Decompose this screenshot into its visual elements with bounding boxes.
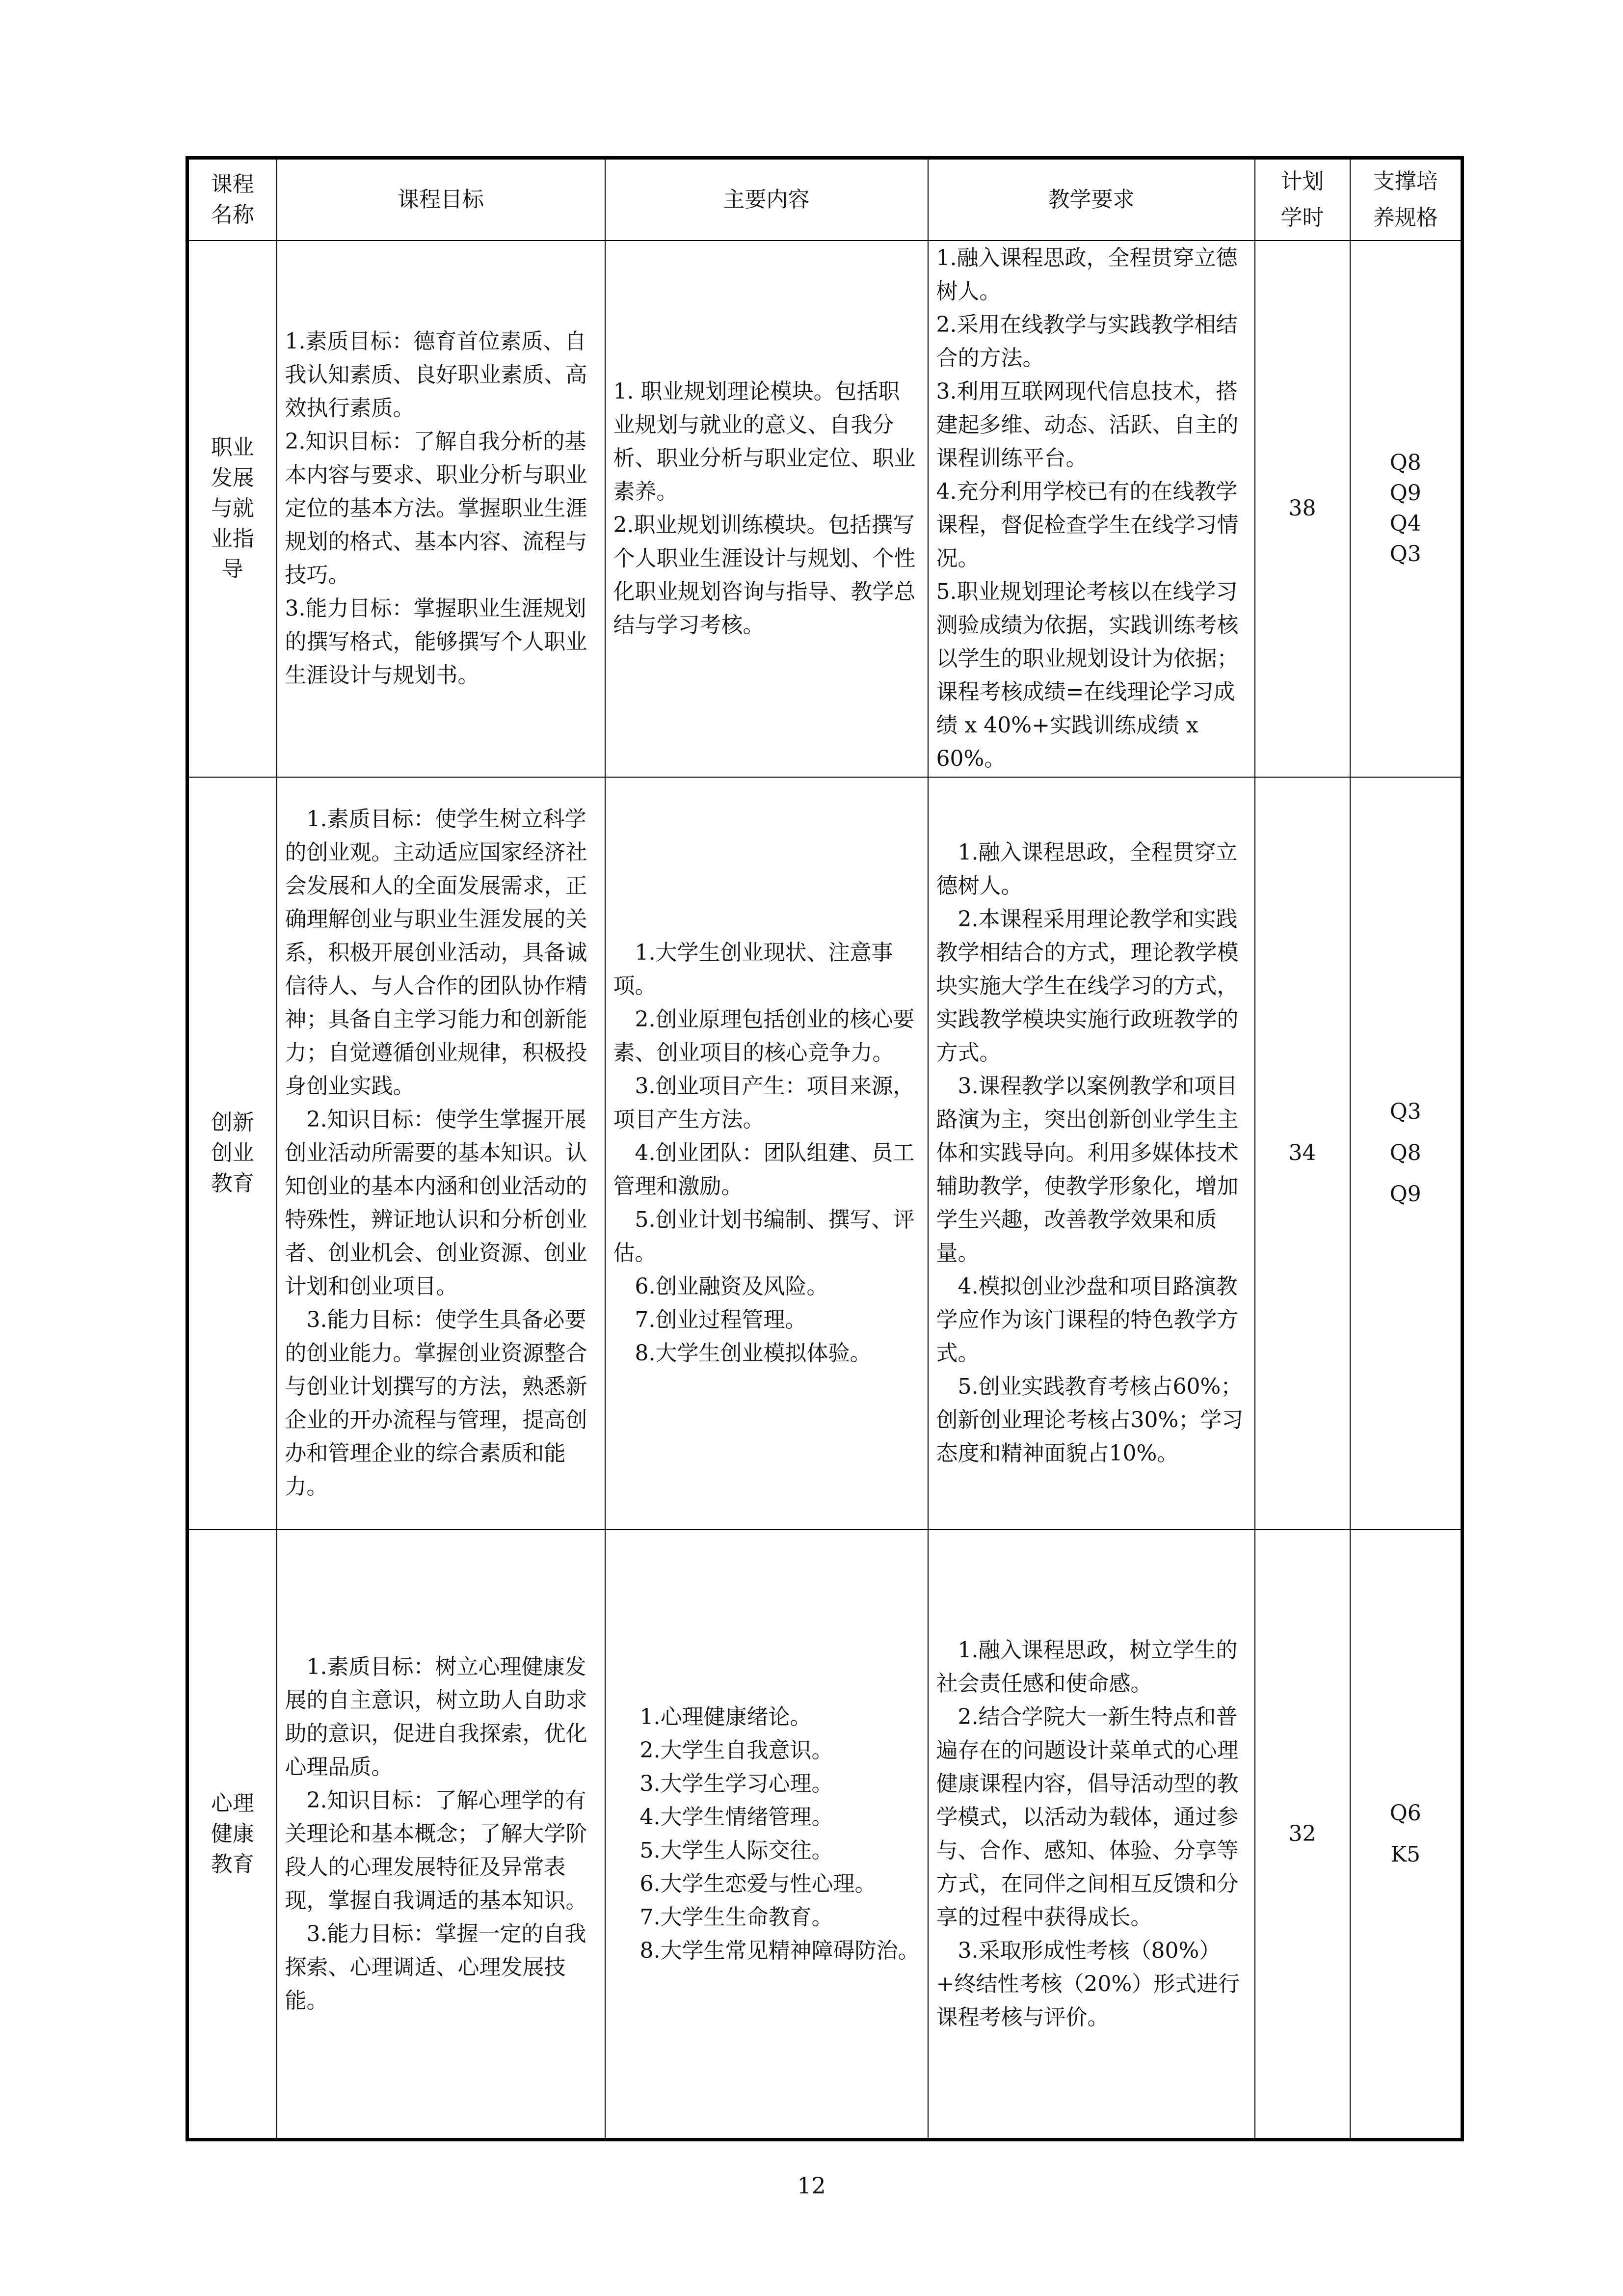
content-item: 3.创业项目产生：项目来源，项目产生方法。 xyxy=(613,1074,915,1133)
goal-item: 1.素质目标：树立心理健康发展的自主意识，树立助人自助求助的意识，促进自我探索，优化心理品质。 xyxy=(285,1654,587,1780)
header-content: 主要内容 xyxy=(605,158,928,241)
content-cell xyxy=(605,777,928,1530)
header-course-name: 课程 名称 xyxy=(187,158,277,241)
course-name-line: 健康 xyxy=(211,1821,254,1846)
hours-cell: 32 xyxy=(1255,1530,1350,2140)
requirement-item: 4.充分利用学校已有的在线教学课程，督促检查学生在线学习情况。 xyxy=(936,479,1239,571)
hours-cell: 34 xyxy=(1255,777,1350,1530)
goal-item: 2.知识目标：了解自我分析的基本内容与要求、职业分析与职业定位的基本方法。掌握职业生涯规划的格式、基本内容、流程与技巧。 xyxy=(285,429,587,588)
requirement-item: 5.创业实践教育考核占60%；创新创业理论考核占30%；学习态度和精神面貌占10%。 xyxy=(936,1374,1244,1466)
goal-item: 1.素质目标：使学生树立科学的创业观。主动适应国家经济社会发展和人的全面发展需求，正确理解创业与职业生涯发展的关系，积极开展创业活动，具备诚信待人、与人合作的团队协作精神；具备自主学习能力和创新能力；自觉遵循创业规律，积极投身创业实践。 xyxy=(285,807,587,1099)
hours-cell: 38 xyxy=(1255,241,1350,777)
requirement-item: 4.模拟创业沙盘和项目路演教学应作为该门课程的特色教学方式。 xyxy=(936,1274,1239,1366)
spec-tag: Q9 xyxy=(1389,1182,1421,1207)
goal-item: 2.知识目标：使学生掌握开展创业活动所需要的基本知识。认知创业的基本内涵和创业活动的特殊性，辨证地认识和分析创业者、创业机会、创业资源、创业计划和创业项目。 xyxy=(285,1107,587,1299)
header-requirements: 教学要求 xyxy=(928,158,1255,241)
content-item: 7.大学生生命教育。 xyxy=(639,1904,833,1930)
course-name-line: 心理 xyxy=(211,1790,254,1816)
goal-item: 3.能力目标：掌握一定的自我探索、心理调适、心理发展技能。 xyxy=(285,1921,586,2013)
table-header-row xyxy=(187,158,1463,241)
course-name-line: 创业 xyxy=(211,1140,254,1166)
table-row xyxy=(187,1530,1463,2140)
header-hours: 计划 学时 xyxy=(1255,158,1350,241)
requirement-item: 3.利用互联网现代信息技术，搭建起多维、动态、活跃、自主的课程训练平台。 xyxy=(936,379,1239,471)
content-item: 2.大学生自我意识。 xyxy=(639,1737,833,1763)
requirement-item: 1.融入课程思政，全程贯穿立德树人。 xyxy=(936,840,1238,899)
goal-item: 3.能力目标：使学生具备必要的创业能力。掌握创业资源整合与创业计划撰写的方法，熟悉新企业的开办流程与管理，提高创办和管理企业的综合素质和能力。 xyxy=(285,1307,587,1500)
content-item: 1.心理健康绪论。 xyxy=(639,1704,812,1729)
spec-tag: Q8 xyxy=(1389,1140,1421,1166)
content-item: 5.大学生人际交往。 xyxy=(639,1837,833,1863)
requirement-item: 1.融入课程思政，全程贯穿立德树人。 xyxy=(936,245,1238,304)
content-item: 8.大学生常见精神障碍防治。 xyxy=(639,1938,920,1963)
requirements-cell xyxy=(928,241,1255,777)
course-name-line: 发展 xyxy=(211,465,254,491)
content-cell xyxy=(605,241,928,777)
specs-cell xyxy=(1350,777,1463,1530)
course-name-line: 教育 xyxy=(211,1851,254,1877)
goals-cell xyxy=(277,241,605,777)
requirement-item: 5.职业规划理论考核以在线学习测验成绩为依据，实践训练考核以学生的职业规划设计为依据；课程考核成绩=在线理论学习成绩 x 40%+实践训练成绩 x 60%。 xyxy=(936,579,1239,772)
content-item: 4.大学生情绪管理。 xyxy=(639,1804,833,1830)
content-item: 1.大学生创业现状、注意事项。 xyxy=(613,940,893,999)
goal-item: 2.知识目标：了解心理学的有关理论和基本概念；了解大学阶段人的心理发展特征及异常表现，掌握自我调适的基本知识。 xyxy=(285,1787,587,1913)
content-cell xyxy=(605,1530,928,2140)
spec-tag: Q6 xyxy=(1389,1800,1421,1826)
table-row xyxy=(187,241,1463,777)
page-number: 12 xyxy=(797,2172,826,2199)
goals-cell xyxy=(277,1530,605,2140)
content-item: 8.大学生创业模拟体验。 xyxy=(613,1341,872,1366)
table-row xyxy=(187,777,1463,1530)
course-table xyxy=(186,156,1464,2141)
requirement-item: 3.采取形成性考核（80%）+终结性考核（20%）形式进行课程考核与评价。 xyxy=(936,1938,1240,2030)
header-goals: 课程目标 xyxy=(277,158,605,241)
content-item: 6.创业融资及风险。 xyxy=(613,1274,828,1299)
requirements-cell xyxy=(928,777,1255,1530)
spec-tag: Q3 xyxy=(1389,1099,1421,1125)
course-name-line: 业指 xyxy=(211,526,254,552)
spec-tag: Q4 xyxy=(1389,511,1421,537)
course-name-cell xyxy=(187,1530,277,2140)
spec-tag: K5 xyxy=(1390,1841,1421,1867)
course-name-cell xyxy=(187,777,277,1530)
content-item: 4.创业团队：团队组建、员工管理和激励。 xyxy=(613,1140,915,1199)
spec-tag: Q8 xyxy=(1389,450,1421,476)
content-item: 2.创业原理包括创业的核心要素、创业项目的核心竞争力。 xyxy=(613,1007,915,1066)
requirement-item: 1.融入课程思政，树立学生的社会责任感和使命感。 xyxy=(936,1637,1238,1696)
content-item: 3.大学生学习心理。 xyxy=(639,1771,833,1796)
content-item: 2.职业规划训练模块。包括撰写个人职业生涯设计与规划、个性化职业规划咨询与指导、教学总结与学习考核。 xyxy=(613,513,916,638)
requirement-item: 3.课程教学以案例教学和项目路演为主，突出创新创业学生主体和实践导向。利用多媒体技术辅助教学，使教学形象化，增加学生兴趣，改善教学效果和质量。 xyxy=(936,1074,1239,1266)
requirements-cell xyxy=(928,1530,1255,2140)
specs-cell xyxy=(1350,241,1463,777)
goal-item: 1.素质目标：德育首位素质、自我认知素质、良好职业素质、高效执行素质。 xyxy=(285,329,587,421)
header-specs: 支撑培 养规格 xyxy=(1350,158,1463,241)
requirement-item: 2.采用在线教学与实践教学相结合的方法。 xyxy=(936,312,1238,371)
spec-tag: Q9 xyxy=(1389,481,1421,506)
requirement-item: 2.结合学院大一新生特点和普遍存在的问题设计菜单式的心理健康课程内容，倡导活动型的教学模式，以活动为载体，通过参与、合作、感知、体验、分享等方式，在同伴之间相互反馈和分享的过程中获得成长。 xyxy=(936,1704,1239,1930)
goal-item: 3.能力目标：掌握职业生涯规划的撰写格式，能够撰写个人职业生涯设计与规划书。 xyxy=(285,596,587,688)
course-name-line: 与就 xyxy=(211,496,254,521)
course-name-cell xyxy=(187,241,277,777)
specs-cell xyxy=(1350,1530,1463,2140)
requirement-item: 2.本课程采用理论教学和实践教学相结合的方式，理论教学模块实施大学生在线学习的方式，实践教学模块实施行政班教学的方式。 xyxy=(936,907,1239,1066)
content-item: 1. 职业规划理论模块。包括职业规划与就业的意义、自我分析、职业分析与职业定位、职业素养。 xyxy=(613,379,916,505)
goals-cell xyxy=(277,777,605,1530)
course-name-line: 职业 xyxy=(211,435,254,460)
content-item: 5.创业计划书编制、撰写、评估。 xyxy=(613,1207,915,1266)
spec-tag: Q3 xyxy=(1389,541,1421,567)
course-name-line: 教育 xyxy=(211,1171,254,1196)
course-name-line: 创新 xyxy=(211,1110,254,1135)
course-name-line: 导 xyxy=(221,557,243,582)
content-item: 6.大学生恋爱与性心理。 xyxy=(639,1871,877,1896)
content-item: 7.创业过程管理。 xyxy=(613,1307,807,1333)
